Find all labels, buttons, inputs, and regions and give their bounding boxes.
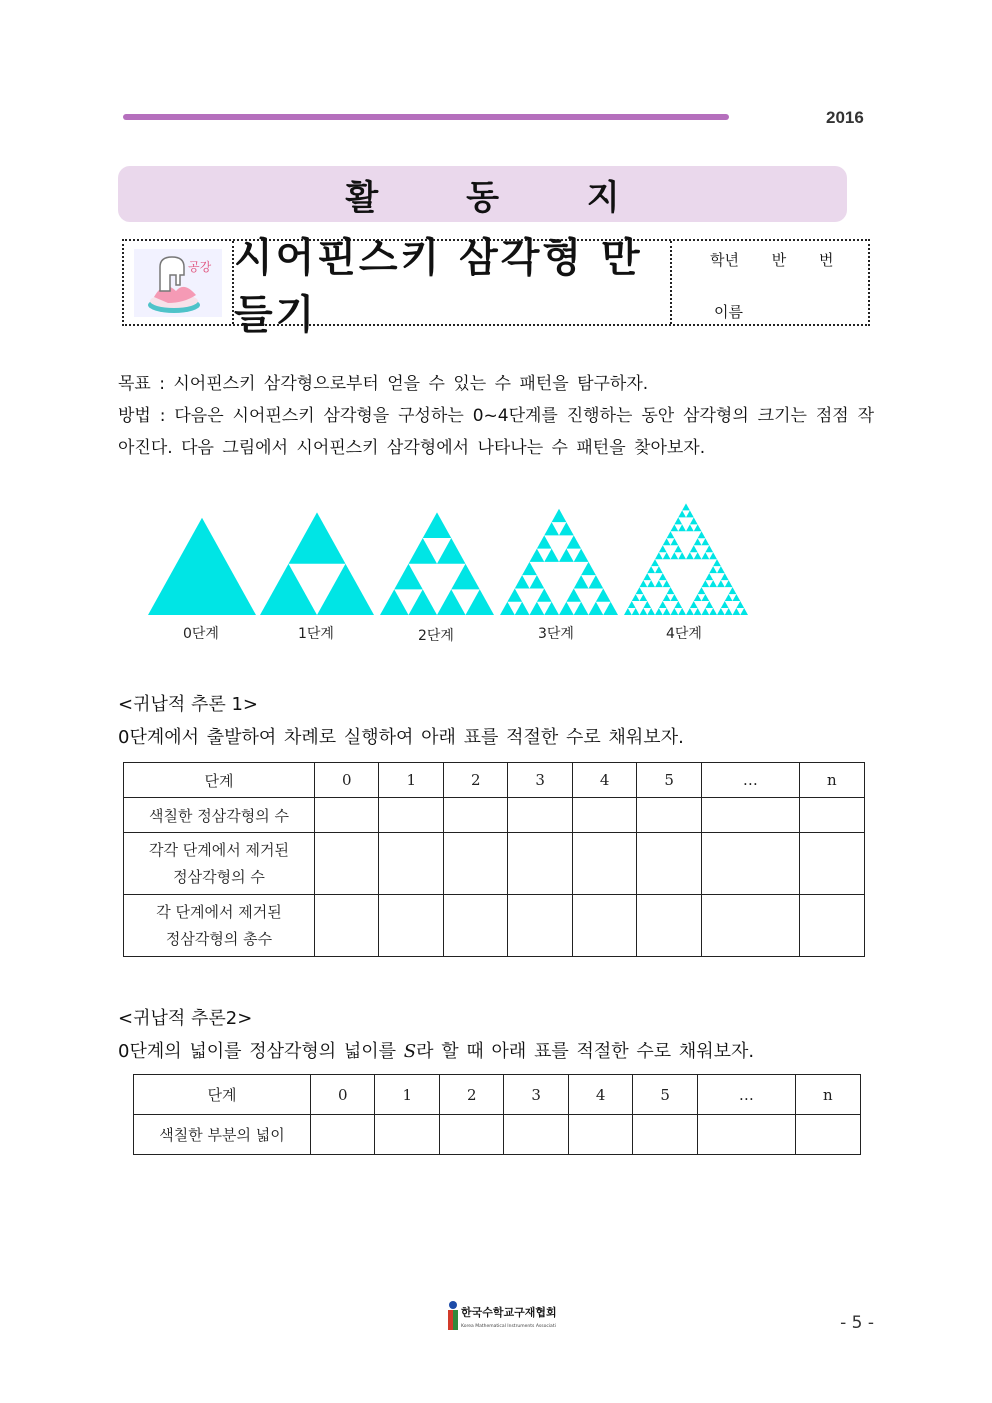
svg-text:공강: 공강: [188, 260, 212, 274]
triangle-piece: [659, 573, 667, 580]
column-header: 4: [572, 763, 636, 798]
section1-heading: <귀납적 추론 1>: [118, 694, 258, 715]
answer-cell[interactable]: [701, 895, 799, 957]
column-header: 5: [633, 1075, 697, 1115]
answer-cell[interactable]: [504, 1115, 568, 1155]
triangle-piece: [659, 545, 667, 552]
table-shaded-area: [133, 1074, 861, 1155]
triangle-piece: [682, 503, 690, 510]
triangle-piece: [659, 601, 667, 608]
triangle-piece: [148, 518, 256, 615]
triangle-piece: [729, 587, 737, 594]
triangle-piece: [544, 522, 559, 535]
triangle-piece: [667, 531, 675, 538]
year-label: 2016: [826, 108, 864, 127]
triangle-piece: [709, 552, 717, 559]
triangle-piece: [522, 562, 537, 575]
triangle-piece: [702, 552, 710, 559]
triangle-piece: [466, 589, 495, 615]
triangle-piece: [671, 538, 679, 545]
triangle-piece: [559, 522, 574, 535]
triangle-piece: [686, 510, 694, 517]
row-label-line: 각각 단계에서 제거된: [149, 840, 289, 859]
triangle-piece: [537, 535, 552, 548]
triangle-piece: [671, 608, 679, 615]
triangle-piece: [702, 538, 710, 545]
answer-cell[interactable]: [443, 798, 507, 833]
column-header: 0: [315, 763, 379, 798]
triangle-piece: [574, 602, 589, 615]
triangle-piece: [566, 535, 581, 548]
triangle-piece: [717, 608, 725, 615]
triangle-piece: [632, 608, 640, 615]
triangle-piece: [671, 552, 679, 559]
triangle-piece: [702, 580, 710, 587]
triangle-piece: [663, 594, 671, 601]
triangle-piece: [698, 531, 706, 538]
triangle-piece: [632, 594, 640, 601]
triangle-piece: [409, 538, 438, 564]
instruction-text: 라 할 때 아래 표를 적절한 수로 채워보자.: [416, 1041, 755, 1062]
answer-cell[interactable]: [443, 895, 507, 957]
triangle-piece: [515, 575, 530, 588]
triangle-piece: [698, 587, 706, 594]
triangle-piece: [725, 594, 733, 601]
triangle-piece: [678, 608, 686, 615]
triangle-piece: [709, 608, 717, 615]
answer-cell[interactable]: [637, 895, 701, 957]
table-stage-counts: [123, 762, 865, 957]
triangle-piece: [678, 510, 686, 517]
intro-text: [118, 368, 874, 464]
triangle-piece: [725, 580, 733, 587]
triangle-piece: [671, 524, 679, 531]
column-header: 3: [508, 763, 572, 798]
section1-instruction: 0단계에서 출발하여 차례로 실행하여 아래 표를 적절한 수로 채워보자.: [118, 727, 684, 748]
triangle-piece: [574, 575, 589, 588]
triangle-piece: [643, 573, 651, 580]
triangle-piece: [733, 594, 741, 601]
worksheet-header: [122, 234, 870, 338]
triangle-piece: [624, 608, 632, 615]
answer-cell[interactable]: [311, 1115, 375, 1155]
area-variable: S: [403, 1041, 417, 1062]
row-label-line: 각 단계에서 제거된: [156, 902, 282, 921]
row-label: [124, 833, 315, 895]
triangle-piece: [709, 566, 717, 573]
triangle-piece: [678, 524, 686, 531]
answer-cell[interactable]: [697, 1115, 795, 1155]
triangle-piece: [667, 587, 675, 594]
triangle-piece: [317, 564, 374, 615]
header-rule: [123, 114, 729, 120]
answer-cell[interactable]: [315, 798, 379, 833]
answer-cell[interactable]: [379, 798, 443, 833]
column-header: 5: [637, 763, 701, 798]
column-header: 단계: [134, 1075, 311, 1115]
svg-text:Korea Mathematical Instruments: Korea Mathematical Instruments Association: [461, 1324, 556, 1329]
row-label: 색칠한 부분의 넓이: [134, 1115, 311, 1155]
section2-heading: <귀납적 추론2>: [118, 1008, 253, 1029]
triangle-piece: [640, 594, 648, 601]
worksheet-title: 시어핀스키 삼각형 만들기: [234, 241, 672, 324]
triangle-piece: [640, 580, 648, 587]
triangle-piece: [663, 538, 671, 545]
method-text: 방법 : 다음은 시어핀스키 삼각형을 구성하는 0~4단계를 진행하는 동안 삼각형의 크기는 점점 작아진다. 다음 그림에서 시어핀스키 삼각형에서 나타나는 수 패턴을 찾아보자.: [118, 406, 874, 458]
column-header: …: [701, 763, 799, 798]
row-label-line: 정삼각형의 수: [173, 867, 265, 886]
triangle-piece: [690, 601, 698, 608]
lab-logo-icon: [124, 241, 234, 324]
triangle-piece: [260, 564, 317, 615]
svg-text:한국수학교구재협회: 한국수학교구재협회: [461, 1306, 556, 1319]
column-header: 2: [443, 763, 507, 798]
triangle-piece: [566, 588, 581, 601]
triangle-piece: [423, 512, 452, 538]
student-name-field: 이름: [714, 303, 743, 321]
triangle-piece: [717, 580, 725, 587]
triangle-piece: [674, 601, 682, 608]
answer-cell[interactable]: [508, 895, 572, 957]
triangle-piece: [674, 517, 682, 524]
table-row: [124, 895, 865, 957]
answer-cell[interactable]: [572, 895, 636, 957]
triangle-piece: [651, 559, 659, 566]
column-header: 1: [375, 1075, 439, 1115]
triangle-piece: [713, 559, 721, 566]
association-logo: [446, 1300, 556, 1332]
answer-cell[interactable]: [379, 895, 443, 957]
table-header-row: [134, 1075, 861, 1115]
instruction-text: 0단계의 넓이를 정삼각형의 넓이를: [118, 1041, 404, 1062]
triangle-piece: [655, 580, 663, 587]
triangle-piece: [721, 573, 729, 580]
answer-cell[interactable]: [508, 798, 572, 833]
answer-cell[interactable]: [315, 895, 379, 957]
answer-cell[interactable]: [701, 798, 799, 833]
triangle-piece: [736, 601, 744, 608]
triangle-piece: [636, 587, 644, 594]
triangle-piece: [289, 512, 346, 563]
triangle-piece: [647, 608, 655, 615]
triangle-piece: [515, 602, 530, 615]
triangle-piece: [552, 509, 567, 522]
triangle-piece: [663, 580, 671, 587]
banner-title: 활 동 지: [118, 166, 847, 222]
triangle-piece: [655, 566, 663, 573]
column-header: 단계: [124, 763, 315, 798]
stage-label: 4단계: [666, 626, 702, 642]
triangle-piece: [437, 589, 466, 615]
answer-cell[interactable]: [443, 833, 507, 895]
triangle-piece: [674, 545, 682, 552]
answer-cell[interactable]: [375, 1115, 439, 1155]
triangle-piece: [663, 552, 671, 559]
column-header: 2: [439, 1075, 503, 1115]
triangle-piece: [574, 549, 589, 562]
triangle-piece: [647, 580, 655, 587]
stage-label: 3단계: [538, 626, 574, 642]
triangle-piece: [702, 594, 710, 601]
answer-cell[interactable]: [701, 833, 799, 895]
triangle-piece: [663, 608, 671, 615]
column-header: …: [697, 1075, 795, 1115]
stage-label: 1단계: [298, 626, 334, 642]
triangle-piece: [640, 608, 648, 615]
triangle-piece: [655, 552, 663, 559]
triangle-piece: [409, 589, 438, 615]
triangle-piece: [705, 601, 713, 608]
stage-label: 0단계: [183, 626, 219, 642]
triangle-piece: [559, 602, 574, 615]
triangle-piece: [544, 602, 559, 615]
triangle-piece: [717, 566, 725, 573]
column-header: 3: [504, 1075, 568, 1115]
triangle-piece: [686, 608, 694, 615]
answer-cell[interactable]: [568, 1115, 632, 1155]
triangle-piece: [507, 588, 522, 601]
triangle-piece: [544, 549, 559, 562]
triangle-piece: [740, 608, 748, 615]
stage-label: 2단계: [418, 628, 454, 644]
triangle-piece: [655, 608, 663, 615]
answer-cell[interactable]: [637, 833, 701, 895]
triangle-piece: [721, 601, 729, 608]
triangle-piece: [690, 545, 698, 552]
triangle-piece: [694, 608, 702, 615]
triangle-piece: [694, 538, 702, 545]
triangle-piece: [725, 608, 733, 615]
triangle-piece: [733, 608, 741, 615]
triangle-piece: [694, 594, 702, 601]
column-header: n: [795, 1075, 860, 1115]
answer-cell[interactable]: [633, 1115, 697, 1155]
answer-cell[interactable]: [508, 833, 572, 895]
triangle-piece: [437, 538, 466, 564]
triangle-piece: [709, 580, 717, 587]
triangle-piece: [581, 562, 596, 575]
sierpinski-stages: [148, 503, 758, 621]
answer-cell[interactable]: [795, 1115, 860, 1155]
answer-cell[interactable]: [572, 798, 636, 833]
table-row: [134, 1115, 861, 1155]
triangle-piece: [671, 594, 679, 601]
table-row: [124, 798, 865, 833]
triangle-piece: [394, 564, 423, 590]
grade-class-number-field: 학년 반 번: [710, 251, 834, 269]
answer-cell[interactable]: [572, 833, 636, 895]
row-label: 색칠한 정삼각형의 수: [124, 798, 315, 833]
table-header-row: [124, 763, 865, 798]
goal-text: 목표 : 시어핀스키 삼각형으로부터 얻을 수 있는 수 패턴을 탐구하자.: [118, 374, 649, 394]
column-header: 4: [568, 1075, 632, 1115]
triangle-piece: [628, 601, 636, 608]
triangle-piece: [643, 601, 651, 608]
triangle-piece: [559, 549, 574, 562]
answer-cell[interactable]: [799, 833, 864, 895]
column-header: n: [799, 763, 864, 798]
answer-cell[interactable]: [379, 833, 443, 895]
page-number: - 5 -: [840, 1313, 874, 1333]
triangle-piece: [530, 575, 545, 588]
column-header: 0: [311, 1075, 375, 1115]
triangle-piece: [694, 524, 702, 531]
triangle-piece: [451, 564, 480, 590]
table-row: [124, 833, 865, 895]
triangle-piece: [686, 552, 694, 559]
triangle-piece: [686, 524, 694, 531]
triangle-piece: [589, 602, 604, 615]
triangle-piece: [537, 588, 552, 601]
triangle-piece: [500, 602, 515, 615]
triangle-piece: [380, 589, 409, 615]
section2-instruction: [118, 1037, 754, 1063]
triangle-piece: [530, 549, 545, 562]
answer-cell[interactable]: [439, 1115, 503, 1155]
answer-cell[interactable]: [799, 895, 864, 957]
row-label-line: 정삼각형의 총수: [165, 929, 273, 948]
triangle-piece: [647, 566, 655, 573]
triangle-piece: [705, 573, 713, 580]
column-header: 1: [379, 763, 443, 798]
triangle-piece: [690, 517, 698, 524]
triangle-piece: [678, 552, 686, 559]
row-label: [124, 895, 315, 957]
triangle-piece: [596, 588, 611, 601]
sierpinski-figure: [148, 503, 758, 653]
triangle-piece: [694, 552, 702, 559]
triangle-piece: [705, 545, 713, 552]
answer-cell[interactable]: [799, 798, 864, 833]
triangle-piece: [702, 608, 710, 615]
triangle-piece: [530, 602, 545, 615]
answer-cell[interactable]: [315, 833, 379, 895]
triangle-piece: [589, 575, 604, 588]
answer-cell[interactable]: [637, 798, 701, 833]
triangle-piece: [603, 602, 618, 615]
logo-dot-icon: [449, 1301, 457, 1309]
